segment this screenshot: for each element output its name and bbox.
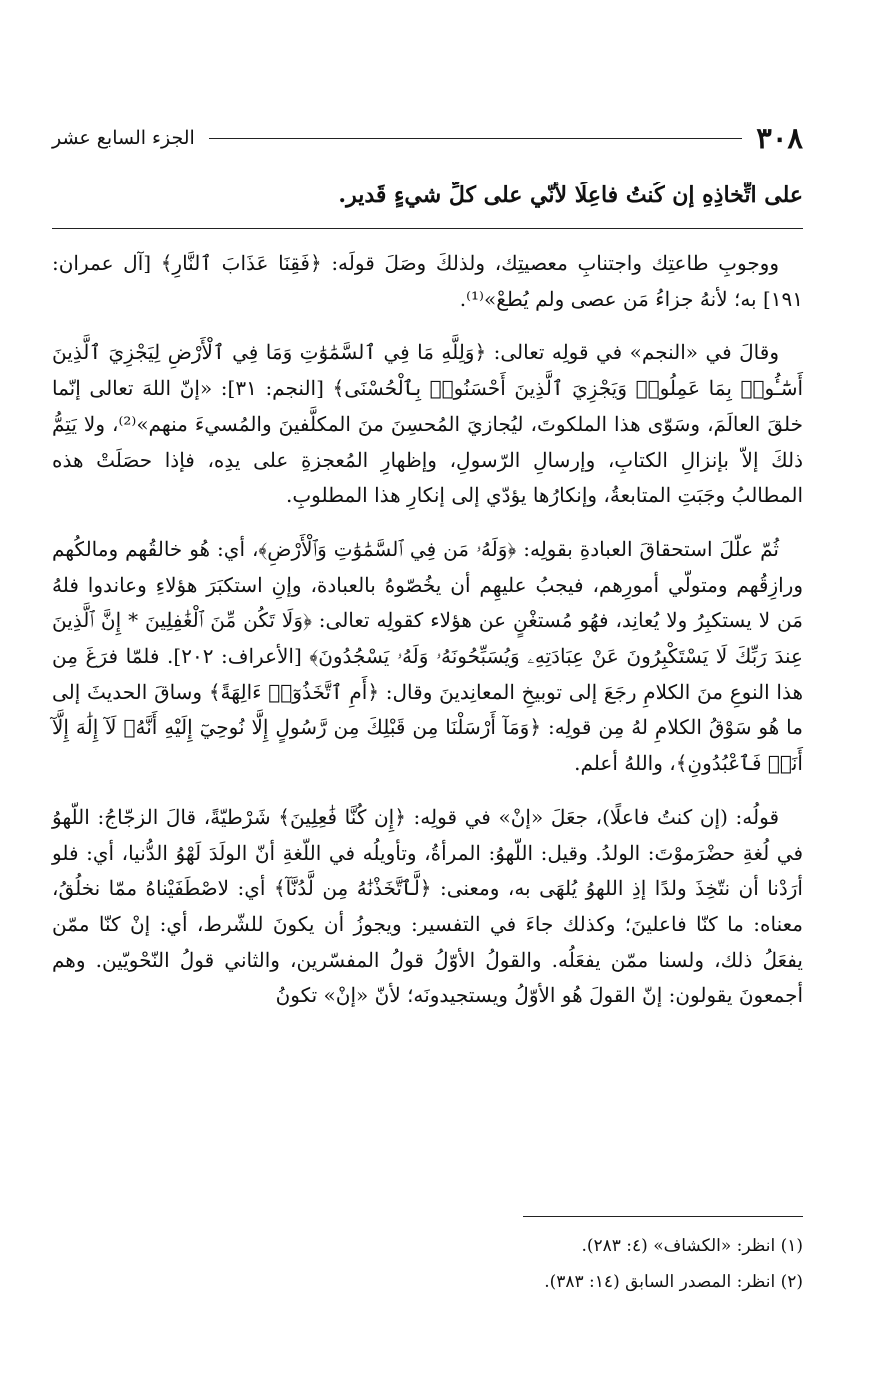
commentary-body — [52, 246, 803, 1032]
quote-separator — [52, 228, 803, 229]
page-number: ٣٠٨ — [756, 121, 803, 155]
footnotes-rule — [523, 1216, 803, 1217]
paragraph: قولُه: (إن كنتُ فاعلًا)، جعَلَ «إنْ» في قولِه: ﴿إِن كُنَّا فَٰعِلِينَ﴾ شَرْطيّةً، قالَ الزجّاجُ: اللّهوُ في لُغةِ حضْرَموْتَ: الولدُ. وقيل: اللّهوُ: المرأةُ، وتأويلُه في اللّغةِ أنّ الولَدَ لَهْوُ الدُّنيا، أي: فلو أرَدْنا أن نتّخِذَ ولدًا إذِ اللهوُ يُلهَى به، ومعنى: ﴿لَّٱتَّخَذْنَٰهُ مِن لَّدُنَّآ﴾ أي: لاصْطَفَيْناهُ ممّا نخلُقُ، معناه: ما كنّا فاعلينَ؛ وكذلك جاءَ في التفسير: ويجوزُ أن يكونَ للشّرط، أي: إنْ كنّا ممّن يفعَلُ ذلك، ولسنا ممّن يفعَلُه. والقولُ الأوّلُ قولُ المفسّرين، والثاني قولُ النّحْويّين. وهم أجمعونَ يقولون: إنّ القولَ هُو الأوّلُ ويستجيدونَه؛ لأنّ «إنْ» تكونُ — [52, 804, 803, 1008]
footnote: (١) انظر: «الكشاف» (٤: ٢٨٣). — [581, 1236, 803, 1256]
footnotes — [52, 1228, 803, 1300]
quoted-text: على اتِّخاذِهِ إن كُنتُ فاعِلًا لأنّي على كلِّ شيءٍ قَدير. — [338, 182, 803, 208]
paragraph: ثُمّ علّلَ استحقاقَ العبادةِ بقولِه: ﴿وَلَهُۥ مَن فِي ٱلسَّمَٰوَٰتِ وَٱلْأَرْضِ﴾، أي: هُو خالقُهم ومالكُهم ورازِقُهم ومتولّي أمورِهم، فيجبُ عليهِم أن يخُصّوهُ بالعبادة، وإنِ استكبَرَ هؤلاءِ وعاندوا فلهُ مَن لا يستكبِرُ ولا يُعانِد، فهُو مُستغْنٍ عن هؤلاء كقولِه تعالى: ﴿وَلَا تَكُن مِّنَ ٱلْغَٰفِلِينَ * إِنَّ ٱلَّذِينَ عِندَ رَبِّكَ لَا يَسْتَكْبِرُونَ عَنْ عِبَادَتِهِۦ وَيُسَبِّحُونَهُۥ وَلَهُۥ يَسْجُدُونَ﴾ [الأعراف: ٢٠٢]. فلمّا فرَغَ مِن هذا النوعِ منَ الكلامِ رجَعَ إلى توبيخِ المعانِدينَ وقال: ﴿أَمِ ٱتَّخَذُوٓا۟ ءَالِهَةً﴾ وساقَ الحديثَ إلى ما هُو سَوْقُ الكلامِ لهُ مِن قولِه: ﴿وَمَآ أَرْسَلْنَا مِن قَبْلِكَ مِن رَّسُولٍ إِلَّا نُوحِيٓ إِلَيْهِ أَنَّهُۥ لَآ إِلَٰهَ إِلَّآ أَنَا۠ فَٱعْبُدُونِ﴾، واللهُ أعلم. — [52, 536, 803, 776]
header-rule — [209, 138, 742, 139]
running-title: الجزء السابع عشر — [52, 127, 195, 149]
paragraph: ووجوبِ طاعتِك واجتنابِ معصيتِك، ولذلكَ وصَلَ قولَه: ﴿فَقِنَا عَذَابَ ٱلنَّارِ﴾ [آل عمران: ١٩١] به؛ لأنهُ جزاءُ مَن عصى ولم يُطعْ»⁽¹⁾. — [52, 251, 803, 311]
footnote: (٢) انظر: المصدر السابق (١٤: ٣٨٣). — [544, 1272, 803, 1292]
paragraph: وقالَ في «النجم» في قولِه تعالى: ﴿وَلِلَّهِ مَا فِي ٱلسَّمَٰوَٰتِ وَمَا فِي ٱلْأَرْضِ لِيَجْزِيَ ٱلَّذِينَ أَسَٰٓـُٔوا۟ بِمَا عَمِلُوا۟ وَيَجْزِيَ ٱلَّذِينَ أَحْسَنُوا۟ بِٱلْحُسْنَى﴾ [النجم: ٣١]: «إنّ اللهَ تعالى إنّما خلقَ العالَمَ، وسَوّى هذا الملكوتَ، ليُجازيَ المُحسِنَ منَ المكلَّفينَ والمُسيءَ منهم»⁽²⁾، ولا يَتِمُّ ذلكَ إلاّ بإنزالِ الكتابِ، وإرسالِ الرّسولِ، وإظهارِ المُعجزةِ على يدِه، فإذا حصَلَتْ هذه المطالبُ وجَبَتِ المتابعةُ، وإنكارُها يؤدّي إلى إنكارِ هذا المطلوبِ. — [52, 340, 804, 508]
page-header — [52, 118, 803, 158]
